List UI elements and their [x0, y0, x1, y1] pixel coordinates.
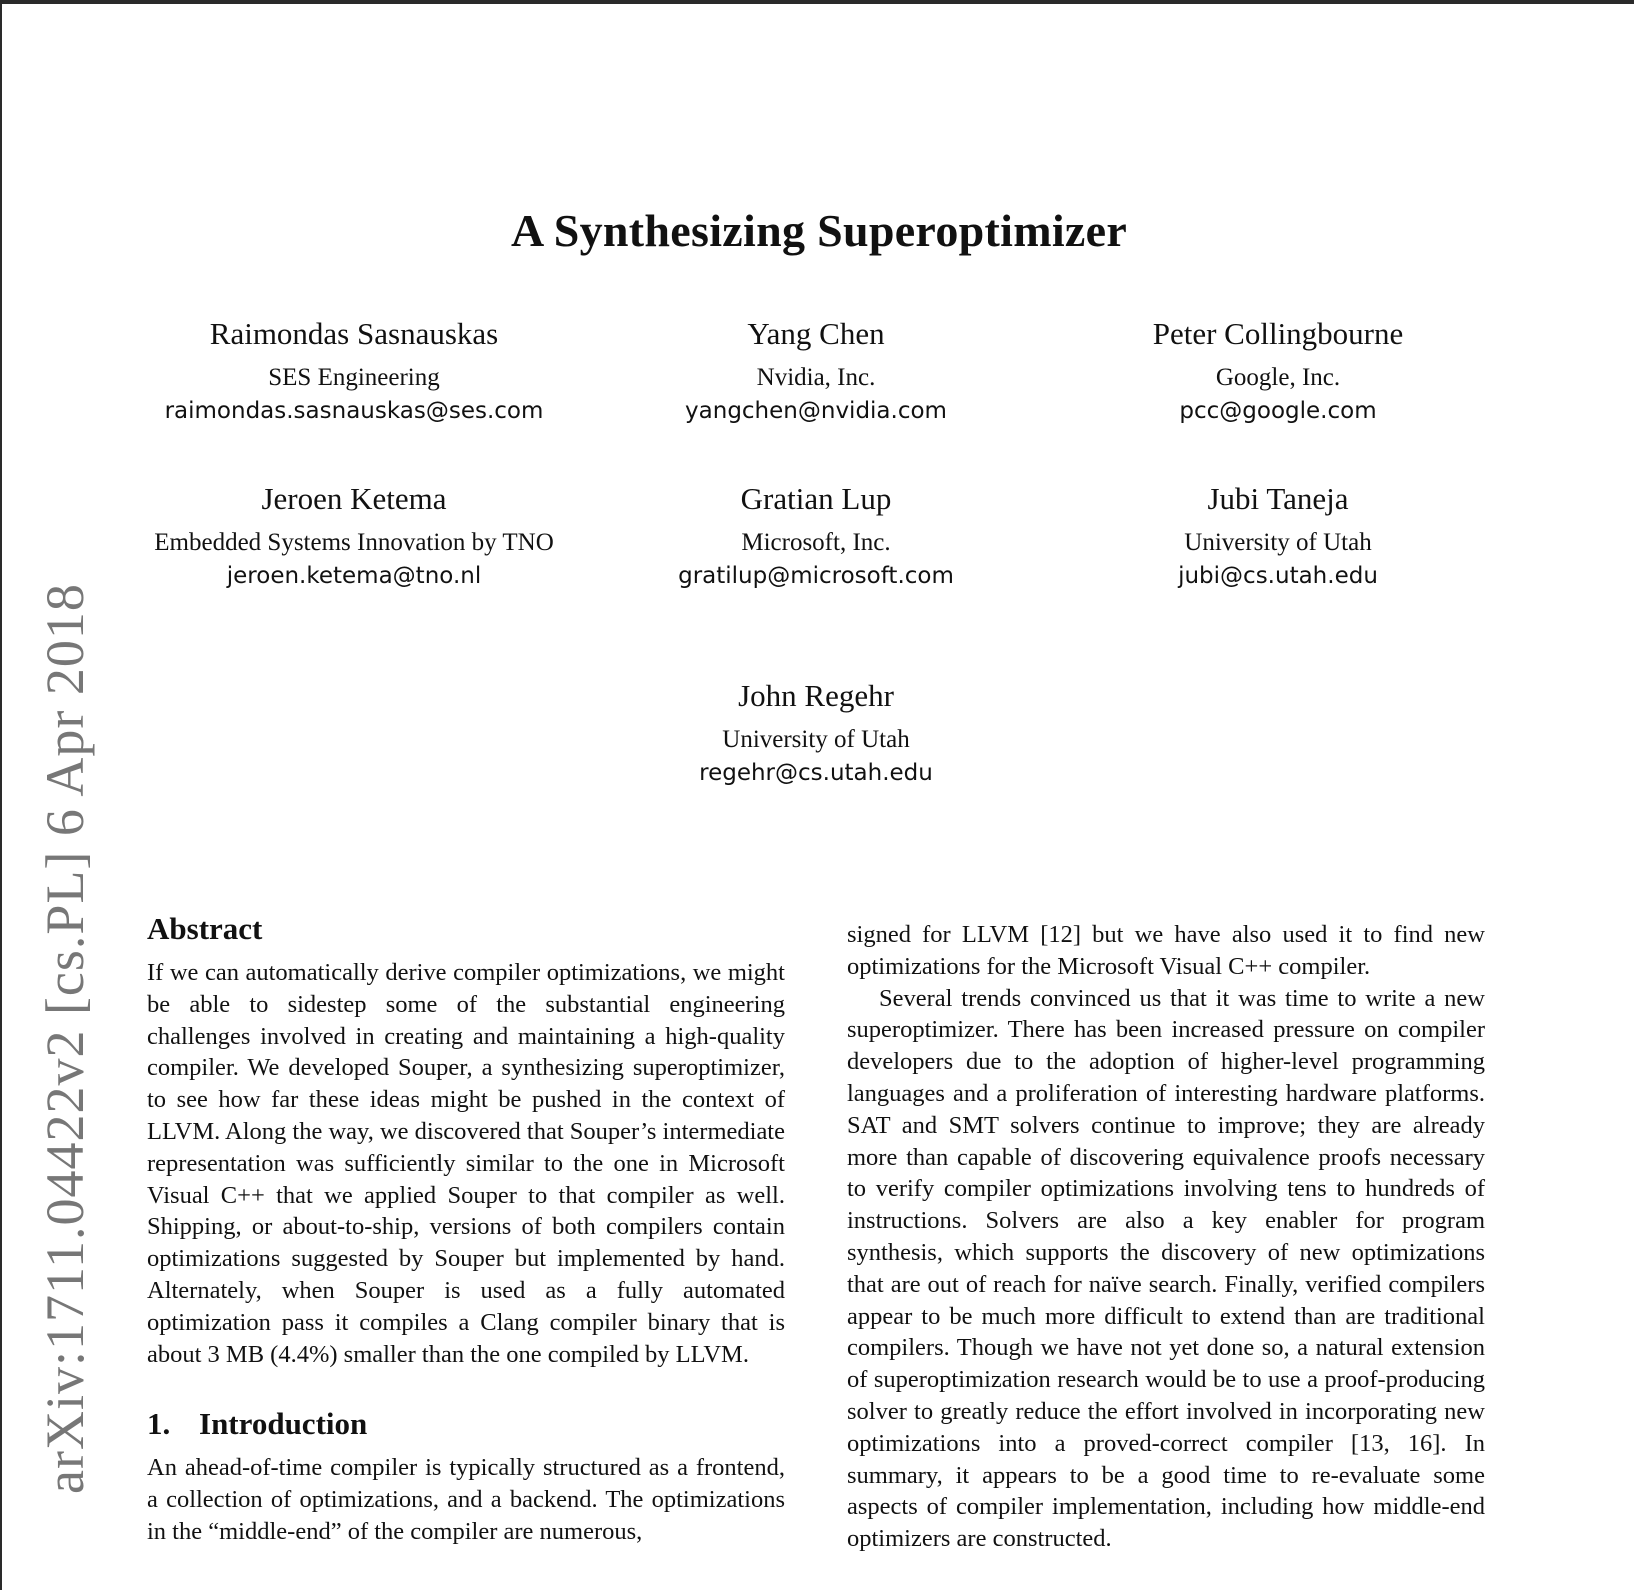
- author-affiliation: SES Engineering: [268, 364, 440, 391]
- author-block: [124, 314, 584, 429]
- author-affiliation: Microsoft, Inc.: [741, 529, 891, 556]
- author-email: pcc@google.com: [1179, 398, 1377, 424]
- author-block: [586, 676, 1046, 791]
- author-affiliation: University of Utah: [1184, 529, 1372, 556]
- author-name: Yang Chen: [747, 316, 885, 351]
- author-name: Jubi Taneja: [1207, 481, 1349, 516]
- right-column: [847, 919, 1485, 1555]
- author-block: [586, 314, 1046, 429]
- author-name: John Regehr: [738, 678, 894, 713]
- author-email: regehr@cs.utah.edu: [699, 760, 933, 786]
- author-email: jeroen.ketema@tno.nl: [226, 563, 482, 589]
- arxiv-identifier-stamp: arXiv:1711.04422v2 [cs.PL] 6 Apr 2018: [35, 583, 95, 1495]
- author-block: [1048, 479, 1508, 594]
- section-number: 1.: [147, 1406, 171, 1442]
- author-name: Peter Collingbourne: [1152, 316, 1404, 351]
- author-affiliation: Nvidia, Inc.: [756, 364, 876, 391]
- author-affiliation: University of Utah: [722, 726, 910, 753]
- author-name: Raimondas Sasnauskas: [209, 316, 499, 351]
- right-paragraph-continued: signed for LLVM [12] but we have also used it to find new optimizations for the Microsoft Visual C++ compiler.: [847, 921, 1485, 980]
- paper-title: A Synthesizing Superoptimizer: [510, 205, 1128, 256]
- abstract-heading: Abstract: [147, 911, 263, 946]
- author-block: [154, 479, 554, 594]
- author-affiliation: Embedded Systems Innovation by TNO: [154, 529, 554, 556]
- right-paragraph-trends: Several trends convinced us that it was time to write a new superoptimizer. There has been increased pressure on compiler developers due to the adoption of higher-level programming languages and a proliferation of interesting hardware platforms. SAT and SMT solvers continue to improve; they are already more than capable of discovering equivalence proofs necessary to verify compiler optimizations involving tens to hundreds of instructions. Solvers are also a key enabler for program synthesis, which supports the discovery of new optimizations that are out of reach for naïve search. Finally, verified compilers appear to be much more difficult to extend than are traditional compilers. Though we have not yet done so, a natural extension of superoptimization research would be to use a proof-producing solver to greatly reduce the effort involved in incorporating new optimizations into a proved-correct compiler [13, 16]. In summary, it appears to be a good time to re-evaluate some aspects of compiler implementation, including how middle-end optimizers are constructed.: [847, 984, 1485, 1553]
- author-email: gratilup@microsoft.com: [678, 563, 954, 589]
- introduction-heading: [147, 1404, 785, 1444]
- author-email: jubi@cs.utah.edu: [1178, 563, 1378, 589]
- introduction-paragraph: An ahead-of-time compiler is typically structured as a frontend, a collection of optimizations, and a backend. The optimizations in the “middle-end” of the compiler are numerous,: [147, 1454, 785, 1545]
- section-title: Introduction: [199, 1406, 368, 1442]
- author-name: Jeroen Ketema: [261, 481, 447, 516]
- author-email: yangchen@nvidia.com: [685, 398, 947, 424]
- author-email: raimondas.sasnauskas@ses.com: [164, 398, 544, 424]
- left-column: [147, 909, 785, 1548]
- abstract-text: If we can automatically derive compiler optimizations, we might be able to sidestep some of the substantial engineering challenges involved in creating and maintaining a high-quality compiler. We developed Souper, a synthesizing superoptimizer, to see how far these ideas might be pushed in the context of LLVM. Along the way, we discovered that Souper’s intermediate representation was sufficiently similar to the one in Microsoft Visual C++ that we applied Souper to that compiler as well. Shipping, or about-to-ship, versions of both compilers contain optimizations suggested by Souper but implemented by hand. Alternately, when Souper is used as a fully automated optimization pass it compiles a Clang compiler binary that is about 3 MB (4.4%) smaller than the one compiled by LLVM.: [147, 959, 785, 1368]
- author-block: [586, 479, 1046, 594]
- author-name: Gratian Lup: [740, 481, 892, 516]
- author-affiliation: Google, Inc.: [1215, 364, 1341, 391]
- author-block: [1048, 314, 1508, 429]
